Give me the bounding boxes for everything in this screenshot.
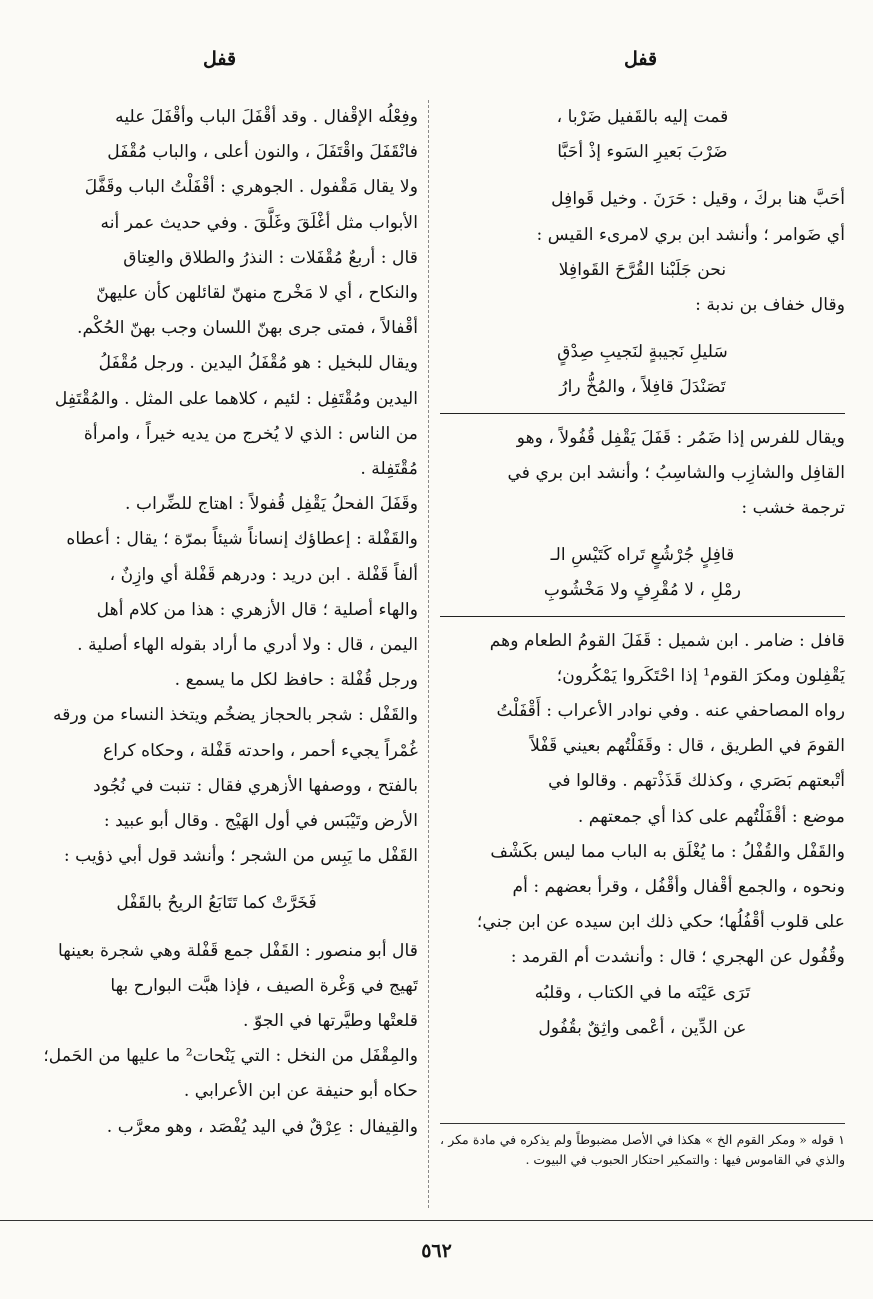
left-text-line: أقْفالاً ، فمتى جرى بهنّ اللسان وجب بهنّ الحُكْم. [77,318,418,339]
left-text-line: ورجل قُفْلة : حافظ لكل ما يسمع . [174,670,418,691]
left-text-line: اليدين ومُقْتَفِل : لئيم ، كلاهما على المثل . والمُقْتَفِل [54,388,418,409]
right-verse-line: سَليلِ نَجيبةٍ لنَجيبِ صِدْقٍ [557,342,728,363]
footnote-rule [440,1123,845,1124]
header-right-title: قفل [624,48,658,70]
left-text-line: ويقال للبخيل : هو مُقْفَلُ اليدين . ورجل مُقْفَلُ [98,353,418,374]
left-text-line: غُمْراً يجيء أحمر ، واحدته قَفْلة ، وحكاه كراع [103,740,418,761]
left-text-line: بالفتح ، ووصفها الأزهري فقال : تنبت في نُجُود [93,775,418,796]
left-text-line: من الناس : الذي لا يُخرج من يديه خيراً ، وامرأة [83,423,418,444]
page-bottom-rule [0,1220,873,1221]
right-text-line: أحَبَّ هنا بركَ ، وقيل : حَرَنَ . وخيل قَوافِل [551,189,845,210]
left-text-line: وقَفَلَ الفحلُ يَقْفِل قُفولاً : اهتاج للضِّراب . [125,494,418,515]
left-text-line: والقَفْلة : إعطاؤك إنساناً شيئاً بمرّة ؛ يقال : أعطاه [66,529,418,550]
column-divider [428,100,429,1208]
left-column [15,100,418,1145]
left-text-line: والنكاح ، أي لا مَخْرج منهنّ لقائلهن كأن عليهنّ [96,283,418,304]
right-verse-line: تَصَنْدَلَ قافِلاً ، والمُخُّ رارُ [559,377,726,398]
left-text-line: حكاه أبو حنيفة عن ابن الأعرابي . [183,1081,418,1102]
right-text-line: رواه المصاحفي عنه . وفي نوادر الأعراب : أَقْفَلْتُ [496,701,845,722]
spacer [15,922,418,934]
left-text-line: ألفاً قَفْلة . ابن دريد : ودرهم قَفْلة أي وازِنٌ ، [109,564,418,585]
left-text-line: مُقْتَفِلة . [360,459,418,480]
right-verse-line: ضَرْبَ بَعيرِ السَوء إذْ أحَبَّا [557,142,728,163]
right-text-line: وقال خفاف بن ندبة : [695,295,845,316]
left-text-line: قال أبو منصور : القَفْل جمع قَفْلة وهي شجرة بعينها [57,940,418,961]
spacer [440,170,845,182]
right-column [440,100,845,1046]
right-verse-line: عن الدِّين ، أعْمى واثِقٌ بقُفُول [538,1017,747,1038]
left-text-line: القَفْل ما يَبِس من الشجر ؛ وأنشد قول أبي ذؤيب : [63,846,418,867]
right-verse-line: نحن جَلَبْنا القُرَّحَ القَوافِلا [558,259,727,280]
left-text-line: اليمن ، قال : ولا أدري ما أراد بقوله الهاء أصلية . [77,635,418,656]
left-text-line: والقِيفال : عِرْقٌ في اليد يُفْصَد ، وهو معرَّب . [106,1116,418,1137]
spacer [440,323,845,335]
left-text-line: والهاء أصلية ؛ قال الأزهري : هذا من كلام أهل [96,599,418,620]
footnote: ١ قوله « ومكر القوم الخ » هكذا في الأصل مضبوطاً ولم يذكره في مادة مكر ، والذي في القاموس فيها : والتمكير احتكار الحبوب في البيوت . [440,1132,845,1167]
left-text-line: فانْقَفَلَ واقْتَفَلَ ، والنون أعلى ، والباب مُقْفَل [107,142,418,163]
left-text-line: والقَفْل : شجر بالحجاز يضخُم ويتخذ النساء من ورقه [53,705,418,726]
left-text-line: الأبواب مثل أغْلَقَ وغَلَّقَ . وفي حديث عمر أنه [100,212,418,233]
right-text-line: القافِل والشازِب والشاسِبُ ؛ وأنشد ابن بري في [507,462,845,483]
left-text-line: والمِقْفَل من النخل : التي يَنْحات² ما عليها من الحَمل؛ [43,1046,418,1067]
right-text-line: ونحوه ، والجمع أقْفال وأقْفُل ، وقرأ بعضهم : أم [512,877,845,898]
right-text-line: ترجمة خشب : [741,498,845,519]
right-text-line: موضع : أقْفَلْتُهم على كذا أي جمعتهم . [577,806,845,827]
left-text-line: الأرض وتَيْبَس في أول الهَيْج . وقال أبو عبيد : [103,811,418,832]
right-verse-line: تَرَى عَيْنَه ما في الكتاب ، وقلبُه [534,982,751,1003]
separator-rule [440,616,845,617]
left-text-line: قلعتْها وطيَّرتها في الجوّ . [243,1011,418,1032]
header-left-title: قفل [203,48,237,70]
right-text-line: ويقال للفرس إذا ضَمُر : قَفَلَ يَقْفِل قُفُولاً ، وهو [516,427,845,448]
right-text-line: القومَ في الطريق ، قال : وقَفَلْتُهم بعيني قَفْلاً [530,736,845,757]
left-text-line: وفِعْلُه الإقْفال . وقد أقْفَلَ الباب وأقْفَلَ عليه [115,107,418,127]
left-text-line: تَهيج في وَغْرة الصيف ، فإذا هبَّت البوارح بها [110,975,418,996]
right-text-line: يَقْفِلون ومكرَ القوم¹ إذا احْتَكَروا يَمْكُرون؛ [556,665,845,686]
left-text-line: قال : أربعٌ مُقْفَلات : النذرُ والطلاق والعِتاق [123,247,418,268]
right-text-line: قافل : ضامر . ابن شميل : قَفَلَ القومُ الطعام وهم [489,630,845,651]
right-text-line: أي ضَوامر ؛ وأنشد ابن بري لامرىء القيس : [536,224,845,245]
right-verse-line: قمت إليه بالقَفيل ضَرْبا ، [556,107,729,127]
right-verse-line: رمْلِ ، لا مُقْرِفٍ ولا مَخْشُوبِ [543,580,742,601]
separator-rule [440,413,845,414]
right-verse-line: قافِلٍ جُرْشُعٍ تَراه كَتَيْسِ الـ [550,545,735,566]
right-text-line: على قلوب أقْفُلُها؛ حكي ذلك ابن سيده عن ابن جني؛ [476,912,845,933]
left-verse-line: فَخَرَّتْ كما تَتَابَعُ الريحُ بالقَفْل [116,893,317,914]
left-text-line: ولا يقال مَقْفول . الجوهري : أقْفَلْتُ الباب وقَفَّلَ [84,177,418,198]
right-text-line: أتْبعتهم بَصَري ، وكذلك قَذَذْتهم . وقالوا في [548,771,845,792]
page-number: ٥٦٢ [421,1240,452,1262]
spacer [440,526,845,538]
right-text-line: وقُفُول عن الهجري ؛ قال : وأنشدت أم القرمد : [510,947,845,968]
right-text-line: والقَفْل والقُفْلُ : ما يُغْلَق به الباب مما ليس بكَشْف [490,841,845,862]
spacer [15,874,418,886]
